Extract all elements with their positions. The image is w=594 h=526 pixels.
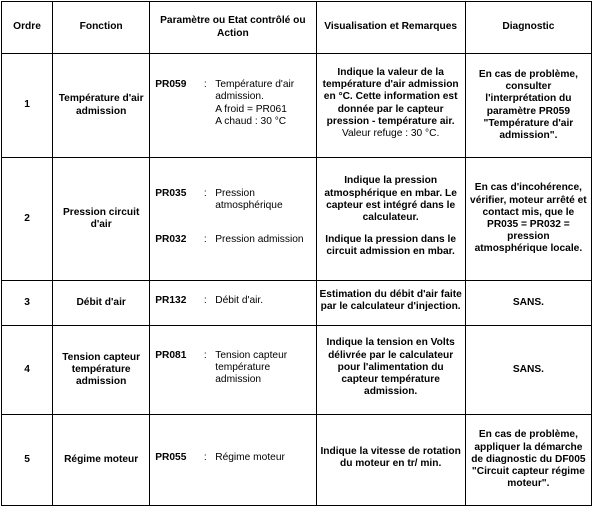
row-ordre: 1 — [2, 54, 53, 158]
table-row — [2, 158, 592, 281]
row-diagnostic — [465, 54, 591, 158]
parameter-code: PR059 — [155, 79, 187, 91]
header-ordre: Ordre — [2, 2, 53, 54]
header-diag: Diagnostic — [465, 2, 591, 54]
parameter-line: Pression admission — [215, 234, 304, 246]
parameter-colon: : — [203, 294, 207, 306]
row-parameters — [150, 415, 316, 506]
parameter-entry — [150, 295, 315, 307]
header-row — [2, 2, 592, 54]
parameter-line: Pression atmosphérique — [215, 187, 283, 211]
row-parameters — [150, 54, 316, 158]
row-fonction: Régime moteur — [53, 415, 150, 506]
parameter-colon: : — [203, 234, 207, 246]
visualisation-entry — [317, 67, 465, 140]
row-parameters — [150, 326, 316, 415]
parameter-line: Tension capteur température admission — [215, 349, 288, 386]
table-row — [2, 281, 592, 326]
visualisation-text: Indique la valeur de la température d'air admission en °C. Cette information est donnée par le capteur pression - température air. — [322, 66, 459, 127]
row-diagnostic — [465, 326, 591, 415]
parameter-code: PR132 — [155, 294, 187, 306]
diagnostic-text: En cas de problème, consulter l'interprétation du paramètre PR059 "Température d'air admission". — [478, 68, 578, 141]
parameter-entry — [150, 188, 315, 212]
row-parameters — [150, 158, 316, 281]
table-row — [2, 415, 592, 506]
visualisation-text: Indique la vitesse de rotation du moteur en tr/ min. — [320, 445, 461, 469]
parameter-entry — [150, 79, 315, 128]
visualisation-text: Estimation du débit d'air faite par le calculateur d'injection. — [319, 288, 462, 312]
diagnostic-text: En cas de problème, appliquer la démarche de diagnostic du DF005 "Circuit capteur régime moteur". — [471, 429, 586, 490]
parameter-line: Température d'air admission. — [215, 79, 295, 103]
parameter-description — [215, 188, 315, 212]
parameter-description — [215, 452, 315, 464]
header-fonction: Fonction — [53, 2, 150, 54]
visualisation-text: Indique la tension en Volts délivrée par le calculateur pour l'alimentation du capteur température admission. — [326, 337, 455, 398]
parameter-colon: : — [203, 451, 207, 463]
row-fonction: Débit d'air — [53, 281, 150, 326]
visualisation-text: Indique la pression atmosphérique en mbar. Le capteur est intégré dans le calculateur. — [324, 175, 457, 223]
parameter-code: PR055 — [155, 451, 187, 463]
parameter-entry — [150, 350, 315, 387]
visualisation-entry — [317, 175, 465, 224]
row-visualisation — [316, 326, 465, 415]
header-vis: Visualisation et Remarques — [316, 2, 465, 54]
parameter-colon: : — [203, 349, 207, 361]
header-param: Paramètre ou Etat contrôlé ou Action — [150, 2, 316, 54]
parameter-line: Débit d'air. — [215, 294, 264, 306]
parameter-table — [1, 1, 592, 506]
row-visualisation — [316, 281, 465, 326]
visualisation-entry — [317, 446, 465, 470]
parameter-code: PR035 — [155, 187, 187, 199]
visualisation-entry — [317, 337, 465, 398]
row-diagnostic — [465, 158, 591, 281]
table-row — [2, 326, 592, 415]
parameter-description — [215, 350, 315, 387]
row-fonction: Température d'air admission — [53, 54, 150, 158]
table-body — [2, 54, 592, 506]
visualisation-text: Indique la pression dans le circuit admission en mbar. — [325, 234, 457, 258]
row-visualisation — [316, 415, 465, 506]
diagnostic-text: SANS. — [512, 363, 544, 375]
parameter-code: PR081 — [155, 349, 187, 361]
parameter-line: Régime moteur — [215, 451, 285, 463]
row-parameters — [150, 281, 316, 326]
diagnostic-text: SANS. — [512, 296, 544, 308]
parameter-entry — [150, 234, 315, 246]
row-visualisation — [316, 158, 465, 281]
visualisation-entry — [317, 289, 465, 313]
parameter-description — [215, 295, 315, 307]
parameter-line: A froid = PR061 — [215, 103, 287, 115]
parameter-colon: : — [203, 187, 207, 199]
parameter-description — [215, 79, 315, 128]
row-ordre: 4 — [2, 326, 53, 415]
parameter-description — [215, 234, 315, 246]
parameter-colon: : — [203, 79, 207, 91]
parameter-code: PR032 — [155, 234, 187, 246]
diagnostic-text: En cas d'incohérence, vérifier, moteur arrêté et contact mis, que le PR035 = PR032 = pression atmosphérique locale. — [470, 182, 587, 255]
row-fonction: Pression circuit d'air — [53, 158, 150, 281]
row-diagnostic — [465, 281, 591, 326]
row-visualisation — [316, 54, 465, 158]
visualisation-entry — [317, 234, 465, 258]
row-fonction: Tension capteur température admission — [53, 326, 150, 415]
visualisation-note: Valeur refuge : 30 °C. — [341, 127, 440, 139]
row-ordre: 3 — [2, 281, 53, 326]
parameter-entry — [150, 452, 315, 464]
row-diagnostic — [465, 415, 591, 506]
table-row — [2, 54, 592, 158]
row-ordre: 2 — [2, 158, 53, 281]
parameter-line: A chaud : 30 °C — [215, 115, 287, 127]
row-ordre: 5 — [2, 415, 53, 506]
